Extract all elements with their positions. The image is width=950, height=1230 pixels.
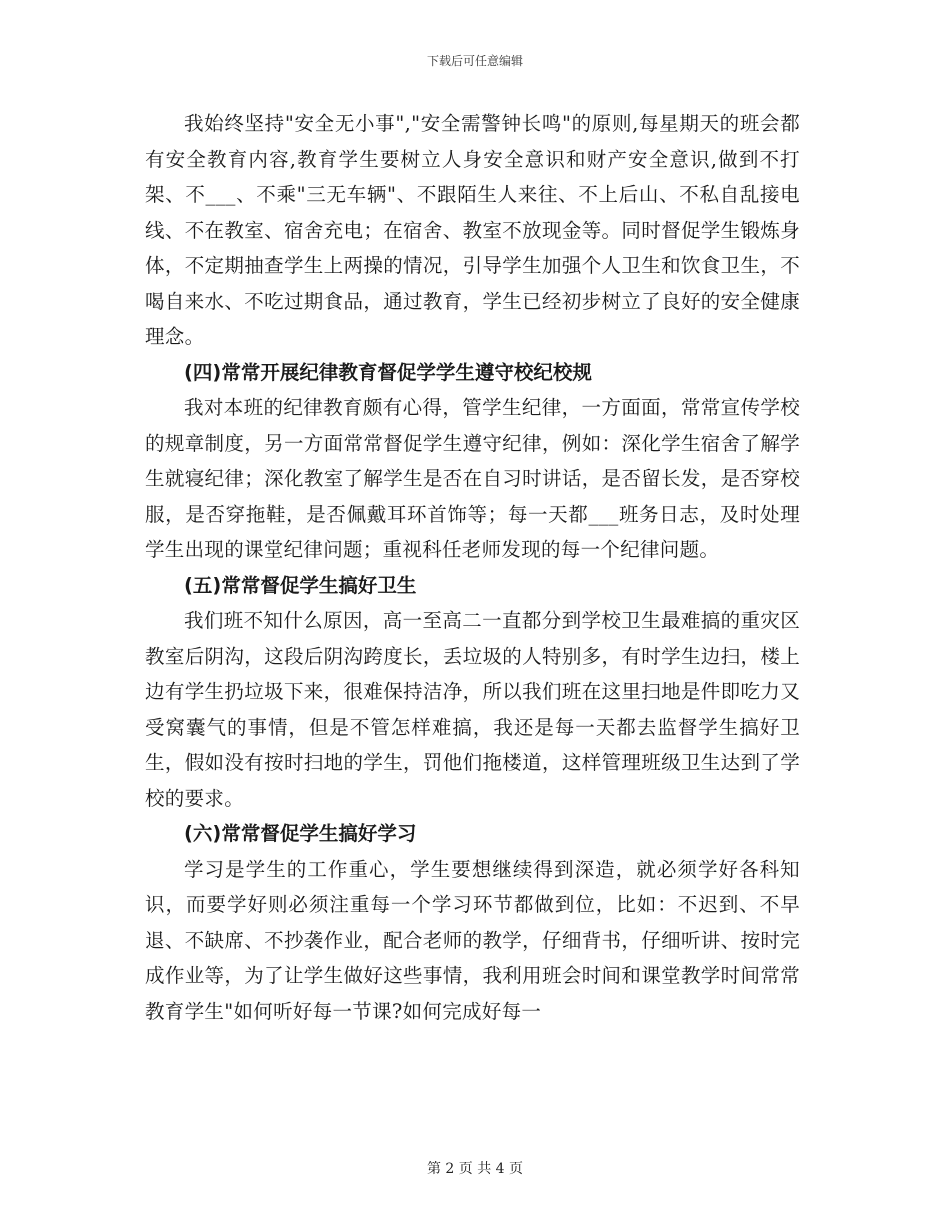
- section-heading-hygiene: (五)常常督促学生搞好卫生: [184, 573, 417, 597]
- paragraph-study: 学习是学生的工作重心，学生要想继续得到深造，就必须学好各科知识，而要学好则必须注重每一个学习环节都做到位，比如：不迟到、不早退、不缺席、不抄袭作业，配合老师的教学，仔细背书，仔细听讲、按时完成作业等，为了让学生做好这些事情，我利用班会时间和课堂教学时间常常教育学生"如何听好每一节课?如何完成好每一: [145, 857, 800, 1023]
- section-heading-study: (六)常常督促学生搞好学习: [184, 822, 417, 845]
- page-footer: 第 2 页 共 4 页: [426, 1161, 524, 1177]
- paragraph-discipline: 我对本班的纪律教育颇有心得，管学生纪律，一方面面，常常宣传学校的规章制度，另一方面常常督促学生遵守纪律，例如：深化学生宿舍了解学生就寝纪律；深化教室了解学生是否在自习时讲话，是否留长发，是否穿校服，是否穿拖鞋，是否佩戴耳环首饰等；每一天都___班务日志，及时处理学生出现的课堂纪律问题；重视科任老师发现的每一个纪律问题。: [145, 396, 800, 561]
- section-heading-discipline: (四)常常开展纪律教育督促学学生遵守校纪校规: [184, 360, 592, 384]
- paragraph-safety: 我始终坚持"安全无小事","安全需警钟长鸣"的原则,每星期天的班会都有安全教育内容,教育学生要树立人身安全意识和财产安全意识,做到不打架、不___、不乘"三无车辆"、不跟陌生人来往、不上后山、不私自乱接电线、不在教室、宿舍充电；在宿舍、教室不放现金等。同时督促学生锻炼身体，不定期抽查学生上两操的情况，引导学生加强个人卫生和饮食卫生，不喝自来水、不吃过期食品，通过教育，学生已经初步树立了良好的安全健康理念。: [145, 112, 800, 348]
- page-header: 下载后可任意编辑: [426, 54, 523, 68]
- paragraph-hygiene: 我们班不知什么原因，高一至高二一直都分到学校卫生最难搞的重灾区教室后阴沟，这段后阴沟跨度长，丢垃圾的人特别多，有时学生边扫，楼上边有学生扔垃圾下来，很难保持洁净，所以我们班在这里扫地是件即吃力又受窝囊气的事情，但是不管怎样难搞，我还是每一天都去监督学生搞好卫生，假如没有按时扫地的学生，罚他们拖楼道，这样管理班级卫生达到了学校的要求。: [145, 609, 800, 810]
- document-body: [145, 106, 800, 1029]
